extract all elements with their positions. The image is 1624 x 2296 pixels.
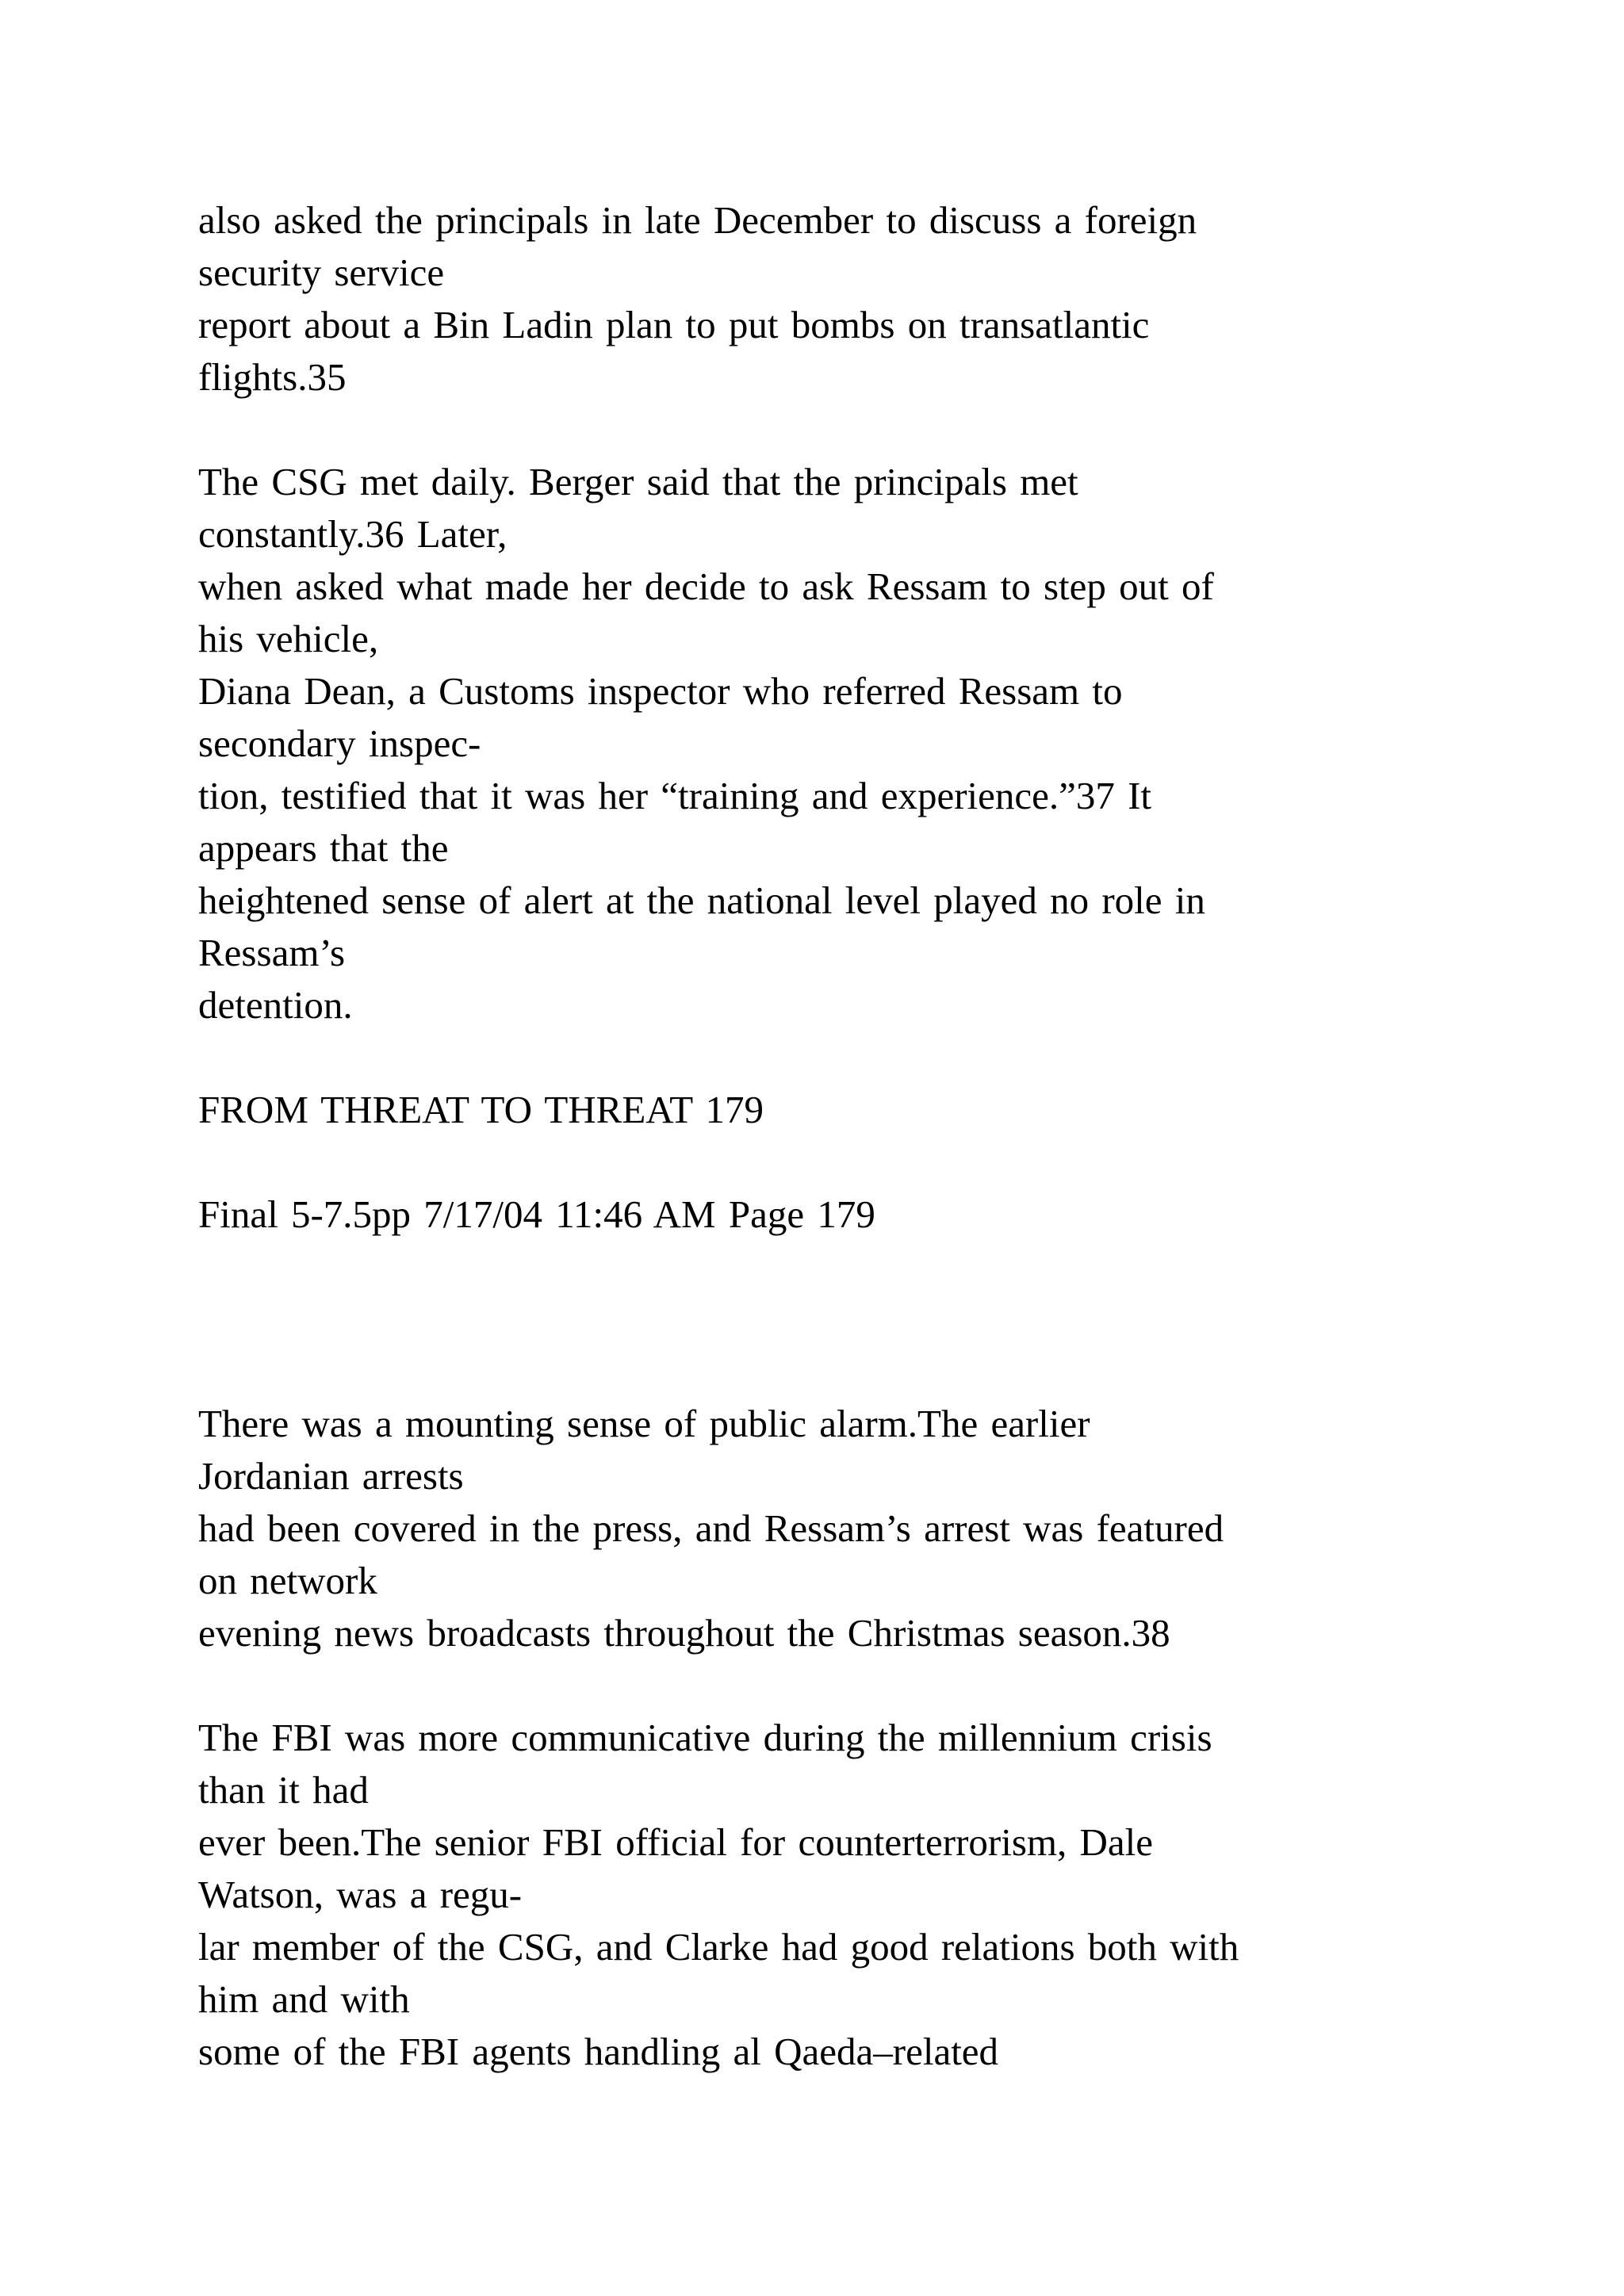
text-line: report about a Bin Ladin plan to put bombs on transatlantic (198, 303, 1150, 346)
text-line: detention. (198, 983, 353, 1027)
text-line: him and with (198, 1977, 410, 2021)
text-line: The CSG met daily. Berger said that the principals met (198, 460, 1078, 503)
paragraph-csg-met-daily (198, 456, 1499, 1031)
text-line: ever been.The senior FBI official for counterterrorism, Dale (198, 1820, 1153, 1864)
text-line: on network (198, 1559, 377, 1602)
text-line: than it had (198, 1768, 369, 1812)
text-line: tion, testified that it was her “training and experience.”37 It (198, 774, 1152, 817)
paragraph-gap (198, 1136, 1499, 1188)
page-break-gap (198, 1241, 1499, 1398)
text-line: also asked the principals in late December to discuss a foreign (198, 198, 1197, 242)
paragraph-public-alarm (198, 1398, 1499, 1659)
text-line: flights.35 (198, 355, 347, 399)
slug-line: Final 5-7.5pp 7/17/04 11:46 AM Page 179 (198, 1192, 875, 1236)
text-line: lar member of the CSG, and Clarke had good relations both with (198, 1925, 1239, 1969)
text-line: some of the FBI agents handling al Qaeda–related (198, 2030, 999, 2073)
text-line: Jordanian arrests (198, 1454, 464, 1498)
text-line: Diana Dean, a Customs inspector who referred Ressam to (198, 669, 1123, 713)
paragraph-gap (198, 1031, 1499, 1084)
text-line: heightened sense of alert at the national level played no role in (198, 878, 1205, 922)
paragraph-gap (198, 404, 1499, 456)
running-header: FROM THREAT TO THREAT 179 (198, 1088, 764, 1131)
document-page (198, 194, 1499, 2078)
text-line: when asked what made her decide to ask Ressam to step out of (198, 564, 1214, 608)
text-line: evening news broadcasts throughout the Christmas season.38 (198, 1611, 1170, 1655)
text-line: constantly.36 Later, (198, 512, 508, 556)
text-line: had been covered in the press, and Ressam’s arrest was featured (198, 1506, 1224, 1550)
text-line: appears that the (198, 826, 449, 870)
text-line: Ressam’s (198, 931, 346, 974)
text-line: his vehicle, (198, 617, 379, 660)
paragraph-fbi-communicative (198, 1712, 1499, 2078)
text-line: The FBI was more communicative during the millennium crisis (198, 1716, 1212, 1759)
text-line: Watson, was a regu- (198, 1873, 523, 1916)
text-line: secondary inspec- (198, 721, 481, 765)
paragraph-gap (198, 1659, 1499, 1712)
paragraph-transatlantic-flights (198, 194, 1499, 404)
text-line: security service (198, 251, 445, 294)
text-line: There was a mounting sense of public alarm.The earlier (198, 1402, 1090, 1445)
